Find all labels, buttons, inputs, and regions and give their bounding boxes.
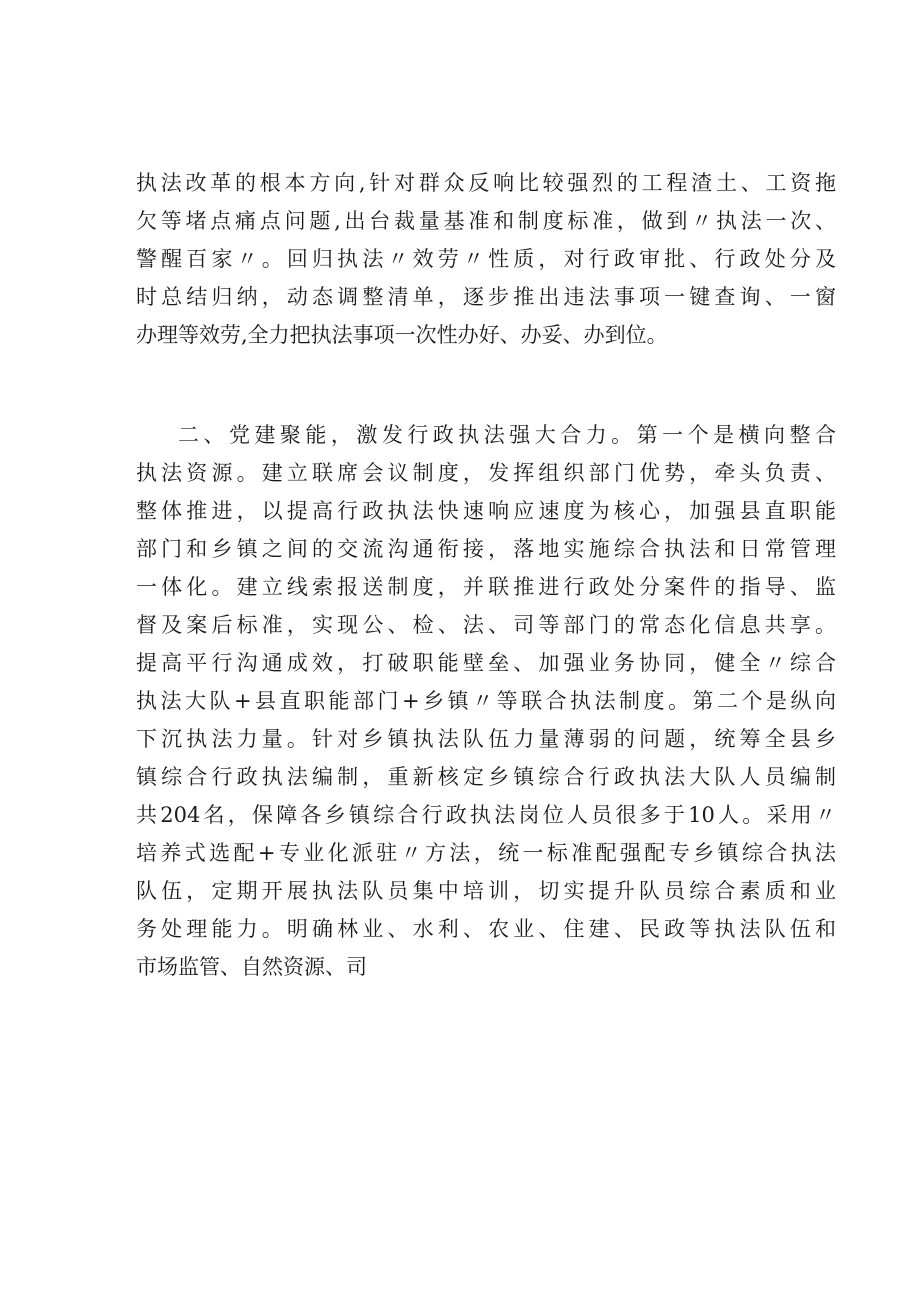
text-line: 办理等效劳,全力把执法事项一次性办好、办妥、办到位。 [136,323,668,347]
text-line: 时总结归纳，动态调整清单，逐步推出违法事项一键查询、一窗 [136,285,836,309]
text-line: 执法资源。建立联席会议制度，发挥组织部门优势，牵头负责、 [136,461,836,485]
text-line: 整体推进，以提高行政执法快速响应速度为核心，加强县直职能 [136,499,836,523]
text-line: 执法改革的根本方向,针对群众反响比较强烈的工程渣土、工资拖 [136,171,836,195]
text-line: 督及案后标准，实现公、检、法、司等部门的常态化信息共享。 [136,613,836,637]
paragraph-2 [136,416,836,986]
paragraph-1 [136,164,836,354]
text-line: 下沉执法力量。针对乡镇执法队伍力量薄弱的问题，统筹全县乡 [136,727,836,751]
text-line: 提高平行沟通成效，打破职能壁垒、加强业务协同，健全〃综合 [136,651,836,675]
text-line: 镇综合行政执法编制，重新核定乡镇综合行政执法大队人员编制 [136,765,836,789]
text-line: 培养式选配+专业化派驻〃方法，统一标准配强配专乡镇综合执法 [136,841,836,865]
text-line: 部门和乡镇之间的交流沟通衔接，落地实施综合执法和日常管理 [136,537,836,561]
text-line: 务处理能力。明确林业、水利、农业、住建、民政等执法队伍和 [136,917,836,941]
text-line: 一体化。建立线索报送制度，并联推进行政处分案件的指导、监 [136,575,836,599]
text-line: 市场监管、自然资源、司 [136,955,367,979]
text-line: 队伍，定期开展执法队员集中培训，切实提升队员综合素质和业 [136,879,836,903]
text-line: 执法大队+县直职能部门+乡镇〃等联合执法制度。第二个是纵向 [136,689,836,713]
text-line: 警醒百家〃。回归执法〃效劳〃性质，对行政审批、行政处分及 [136,247,836,271]
text-line: 欠等堵点痛点问题,出台裁量基准和制度标准，做到〃执法一次、 [136,209,836,233]
text-line: 共204名，保障各乡镇综合行政执法岗位人员很多于10人。采用〃 [136,803,836,827]
section-heading-line: 二、党建聚能，激发行政执法强大合力。第一个是横向整合 [178,423,836,447]
